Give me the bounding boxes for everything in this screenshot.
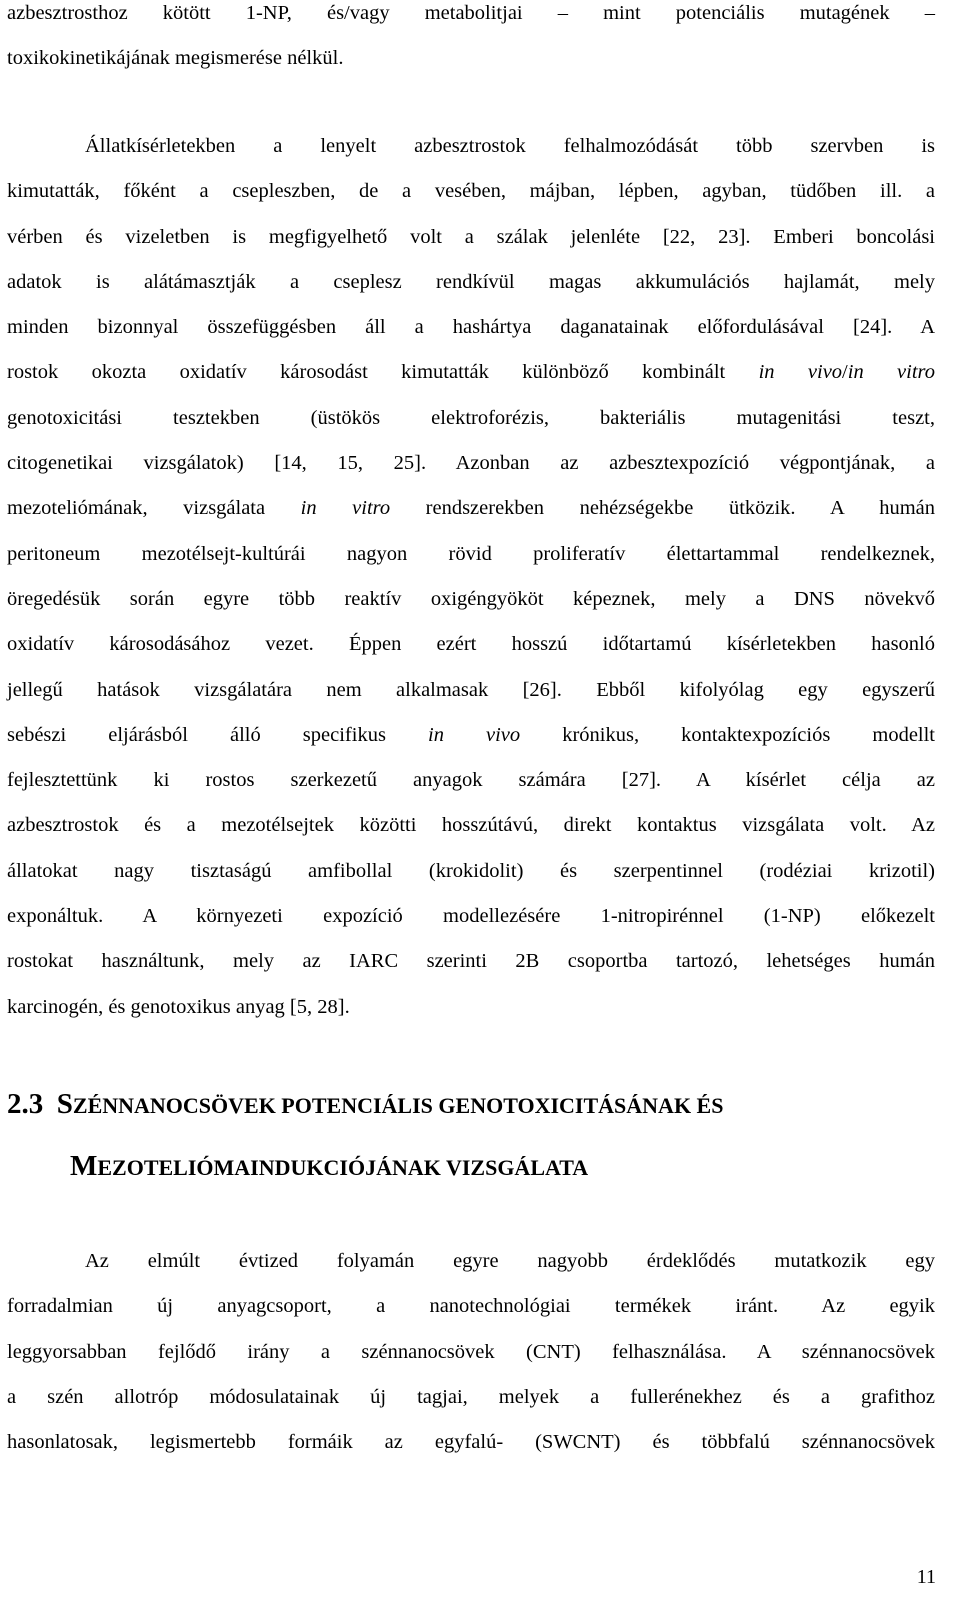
paragraph-animal-experiments [7, 124, 935, 1030]
section-number: 2.3 [7, 1088, 44, 1120]
text-line: Az elmúlt évtized folyamán egyre nagyobb érdeklődés mutatkozik egy [85, 1250, 935, 1272]
text-line: kimutatták, főként a csepleszben, de a vesében, májban, lépben, agyban, tüdőben ill. a [7, 180, 935, 203]
text-line: adatok is alátámasztják a cseplesz rendkívül magas akkumulációs hajlamát, mely [7, 270, 935, 293]
text-line: sebészi eljárásból álló specifikus in vivo krónikus, kontaktexpozíciós modellt [7, 723, 935, 746]
text-line: exponáltuk. A környezeti expozíció modellezésére 1-nitropirénnel (1-NP) előkezelt [7, 905, 935, 928]
text-line: fejlesztettünk ki rostos szerkezetű anyagok számára [27]. A kísérlet célja az [7, 769, 935, 792]
text-line: leggyorsabban fejlődő irány a szénnanocsövek (CNT) felhasználása. A szénnanocsövek [7, 1340, 935, 1363]
text-line: karcinogén, és genotoxikus anyag [5, 28]. [7, 995, 350, 1018]
text-line: toxikokinetikájának megismerése nélkül. [7, 47, 344, 70]
text-line: vérben és vizeletben is megfigyelhető volt a szálak jelenléte [22, 23]. Emberi boncolási [7, 225, 935, 248]
text-line: a szén allotróp módosulatainak új tagjai, melyek a fullerénekhez és a grafithoz [7, 1385, 935, 1408]
text-line: citogenetikai vizsgálatok) [14, 15, 25]. Azonban az azbesztexpozíció végpontjának, a [7, 452, 935, 475]
text-line: öregedésük során egyre több reaktív oxigéngyököt képeznek, mely a DNS növekvő [7, 587, 935, 610]
text-line: azbesztrosthoz kötött 1-NP, és/vagy metabolitjai – mint potenciális mutagének – [7, 2, 935, 24]
page-number: 11 [916, 1566, 936, 1588]
text-line: azbesztrostok és a mezotélsejtek közötti hosszútávú, direkt kontaktus vizsgálata volt. Az [7, 814, 935, 837]
paragraph-continuation [7, 0, 935, 82]
text-line: jellegű hatások vizsgálatára nem alkalmasak [26]. Ebből kifolyólag egy egyszerű [7, 678, 935, 701]
text-line: oxidatív károsodásához vezet. Éppen ezért hosszú időtartamú kísérletekben hasonló [7, 633, 935, 656]
text-line: forradalmian új anyagcsoport, a nanotechnológiai termékek iránt. Az egyik [7, 1295, 935, 1318]
text-line: rostok okozta oxidatív károsodást kimutatták különböző kombinált in vivo/in vitro [7, 361, 936, 384]
text-line: rostokat használtunk, mely az IARC szerinti 2B csoportba tartozó, lehetséges humán [7, 950, 935, 973]
section-heading: 2.3 SZÉNNANOCSÖVEK POTENCIÁLIS GENOTOXICITÁSÁNAK ÉS MEZOTELIÓMAINDUKCIÓJÁNAK VIZSGÁLATA [7, 1088, 724, 1182]
text-line: minden bizonnyal összefüggésben áll a hashártya daganatainak előfordulásával [24]. A [7, 316, 935, 339]
paragraph-carbon-nanotubes [7, 1239, 935, 1465]
text-line: hasonlatosak, legismertebb formáik az egyfalú- (SWCNT) és többfalú szénnanocsövek [7, 1431, 935, 1454]
text-line: állatokat nagy tisztaságú amfibollal (krokidolit) és szerpentinnel (rodéziai krizotil) [7, 859, 935, 882]
text-line: peritoneum mezotélsejt-kultúrái nagyon rövid proliferatív élettartammal rendelkeznek, [7, 542, 935, 565]
text-line: mezoteliómának, vizsgálata in vitro rendszerekben nehézségekbe ütközik. A humán [7, 497, 935, 520]
text-line: genotoxicitási tesztekben (üstökös elektroforézis, bakteriális mutagenitási teszt, [7, 406, 935, 429]
text-line: Állatkísérletekben a lenyelt azbesztrostok felhalmozódását több szervben is [85, 135, 935, 157]
